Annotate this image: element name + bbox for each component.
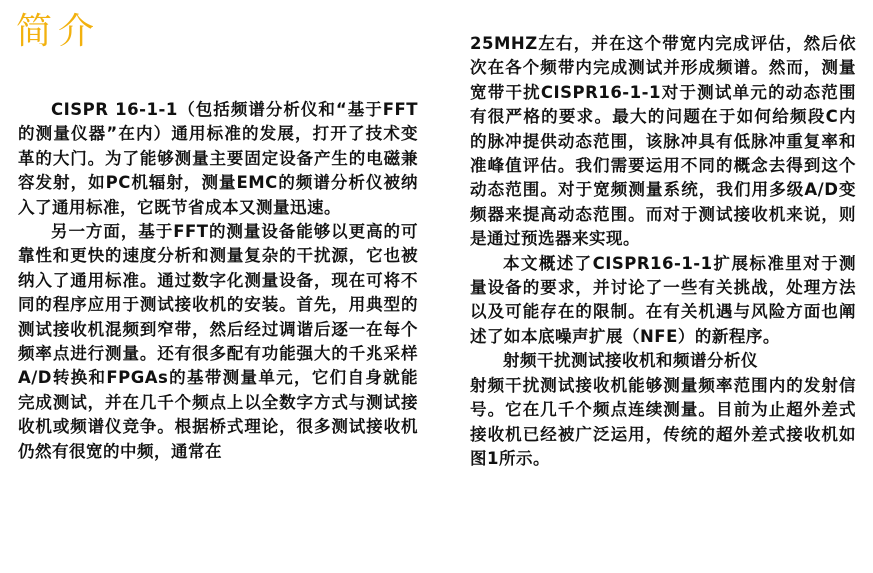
left-text-column [18,98,418,464]
paragraph: 射频干扰测试接收机能够测量频率范围内的发射信号。它在几千个频点连续测量。目前为止超外差式接收机已经被广泛运用，传统的超外差式接收机如图1所示。 [470,375,856,468]
paragraph: 25MHZ左右，并在这个带宽内完成评估，然后依次在各个频带内完成测试并形成频谱。然而，测量宽带干扰CISPR16-1-1对于测试单元的动态范围有很严格的要求。最大的问题在于如何给频段C内的脉冲提供动态范围，该脉冲具有低脉冲重复率和准峰值评估。我们需要运用不同的概念去得到这个动态范围。对于宽频测量系统，我们用多级A/D变频器来提高动态范围。而对于测试接收机来说，则是通过预选器来实现。 [470,34,856,249]
right-text-column [470,32,856,471]
subsection-heading: 射频干扰测试接收机和频谱分析仪 [503,351,758,371]
paragraph: 另一方面，基于FFT的测量设备能够以更高的可靠性和更快的速度分析和测量复杂的干扰源，它也被纳入了通用标准。通过数字化测量设备，现在可将不同的程序应用于测试接收机的安装。首先，用典型的测试接收机混频到窄带，然后经过调谐后逐一在每个频率点进行测量。还有很多配有功能强大的千兆采样A/D转换和FPGAs的基带测量单元，它们自身就能完成测试，并在几千个频点上以全数字方式与测试接收机或频谱仪竞争。根据桥式理论，很多测试接收机仍然有很宽的中频，通常在 [18,222,418,461]
paragraph: CISPR 16-1-1（包括频谱分析仪和“基于FFT的测量仪器”在内）通用标准的发展，打开了技术变革的大门。为了能够测量主要固定设备产生的电磁兼容发射，如PC机辐射，测量EMC的频谱分析仪被纳入了通用标准，它既节省成本又测量迅速。 [18,100,418,217]
section-heading: 简介 [16,11,101,52]
paragraph: 本文概述了CISPR16-1-1扩展标准里对于测量设备的要求，并讨论了一些有关挑战，处理方法以及可能存在的限制。在有关机遇与风险方面也阐述了如本底噪声扩展（NFE）的新程序。 [470,253,856,346]
